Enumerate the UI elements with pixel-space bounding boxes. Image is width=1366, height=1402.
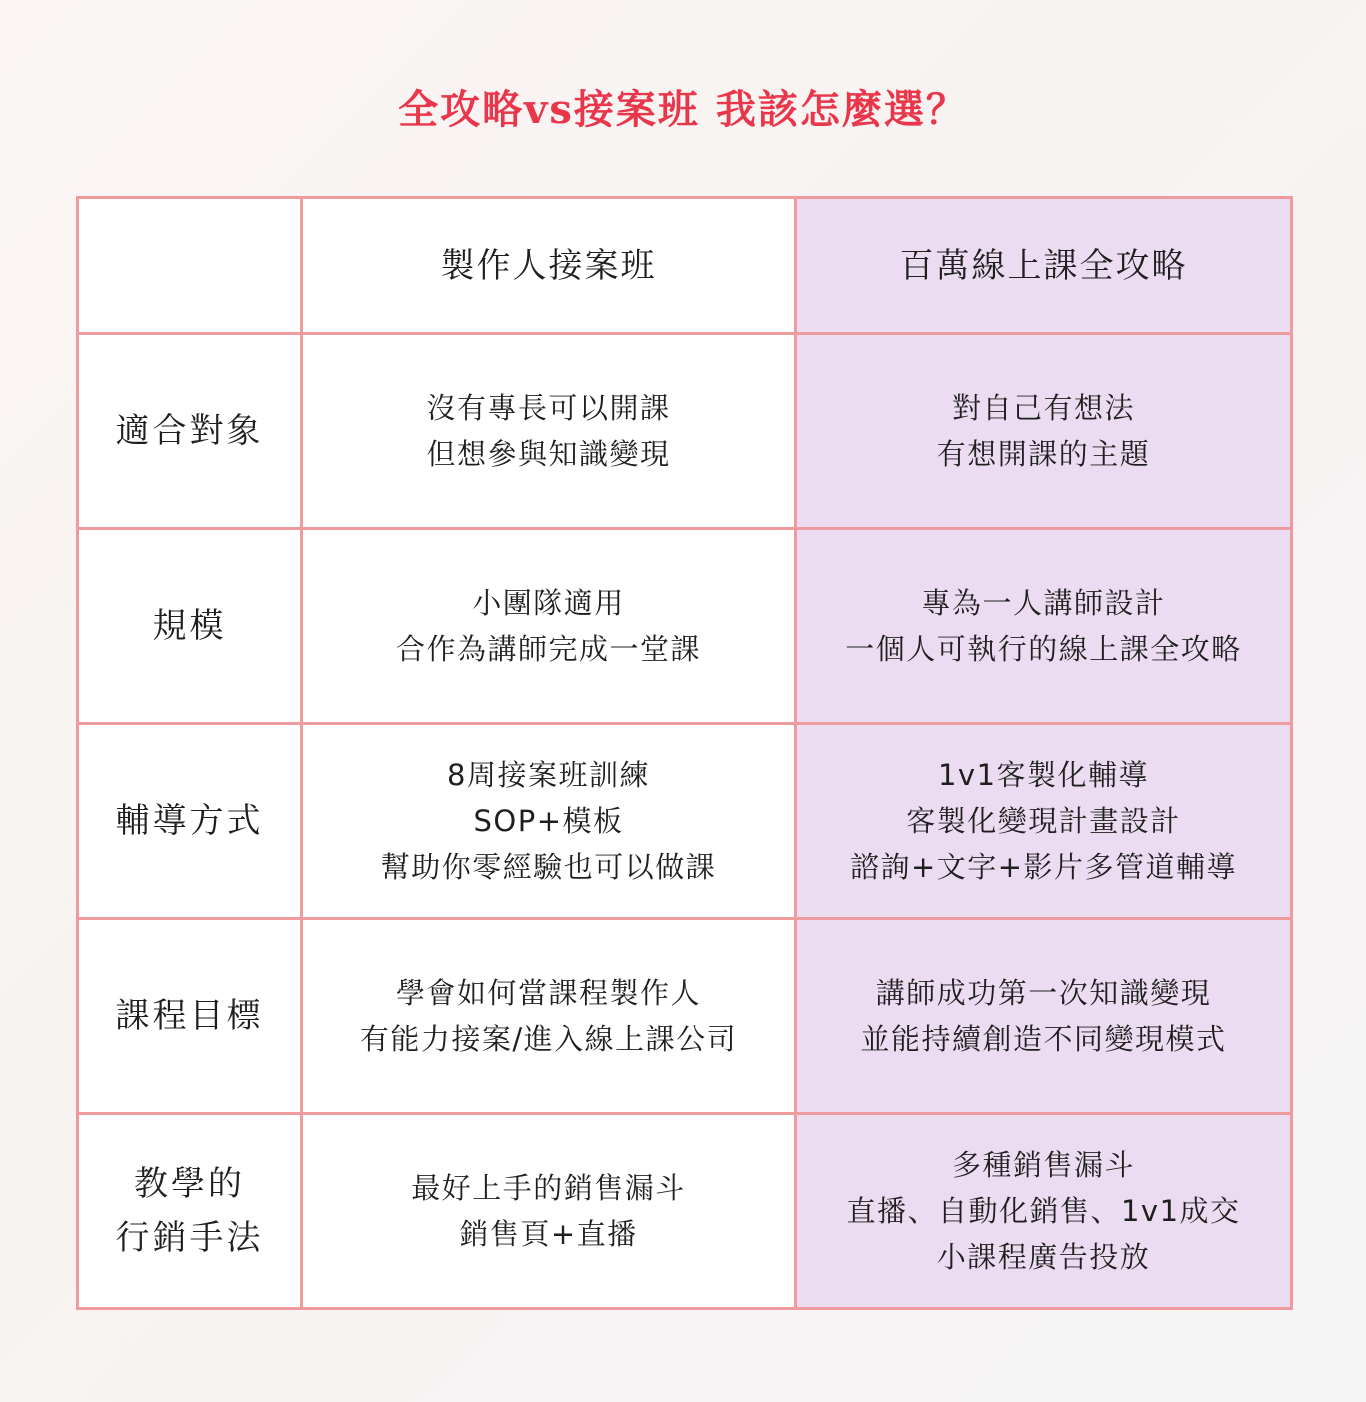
cell-text: 最好上手的銷售漏斗 (411, 1171, 686, 1205)
row-label: 行銷手法 (115, 1218, 264, 1258)
page-title: 全攻略vs接案班 我該怎麼選？ (398, 86, 968, 133)
cell-text: 小團隊適用 (472, 586, 625, 620)
cell-text: 幫助你零經驗也可以做課 (380, 850, 717, 884)
cell-text: 講師成功第一次知識變現 (875, 976, 1212, 1010)
table-row (78, 529, 1292, 724)
cell-text: 1v1客製化輔導 (937, 758, 1150, 792)
cell-text: 客製化變現計畫設計 (906, 804, 1181, 838)
full-guide-cell (796, 1114, 1292, 1309)
table-header-row (78, 198, 1292, 334)
row-label-cell (78, 919, 302, 1114)
cell-text: 對自己有想法 (951, 391, 1135, 425)
table-row (78, 1114, 1292, 1309)
producer-class-cell (302, 334, 796, 529)
row-label-cell (78, 724, 302, 919)
row-label: 適合對象 (115, 411, 264, 451)
full-guide-cell (796, 529, 1292, 724)
cell-text: SOP+模板 (473, 804, 624, 838)
row-label: 規模 (152, 606, 227, 646)
header-online-course-full-guide (796, 198, 1292, 334)
cell-text: 銷售頁+直播 (459, 1217, 638, 1251)
full-guide-cell (796, 724, 1292, 919)
column-title: 百萬線上課全攻略 (899, 245, 1188, 286)
full-guide-cell (796, 334, 1292, 529)
cell-text: 專為一人講師設計 (921, 586, 1166, 620)
table-row (78, 724, 1292, 919)
cell-text: 沒有專長可以開課 (426, 391, 671, 425)
row-label: 輔導方式 (115, 801, 264, 841)
cell-text: 但想參與知識變現 (426, 437, 671, 471)
cell-text: 一個人可執行的線上課全攻略 (845, 632, 1242, 666)
column-title: 製作人接案班 (440, 245, 657, 286)
row-label: 教學的 (134, 1164, 245, 1204)
full-guide-cell (796, 919, 1292, 1114)
row-label-cell (78, 334, 302, 529)
cell-text: 並能持續創造不同變現模式 (860, 1022, 1227, 1056)
row-label: 課程目標 (115, 996, 264, 1036)
cell-text: 合作為講師完成一堂課 (395, 632, 701, 666)
row-label-cell (78, 1114, 302, 1309)
row-label-cell (78, 529, 302, 724)
cell-text: 學會如何當課程製作人 (395, 976, 701, 1010)
table-row (78, 334, 1292, 529)
header-empty-cell (78, 198, 302, 334)
producer-class-cell (302, 724, 796, 919)
cell-text: 有能力接案/進入線上課公司 (359, 1022, 738, 1056)
cell-text: 多種銷售漏斗 (951, 1148, 1135, 1182)
cell-text: 小課程廣告投放 (936, 1240, 1151, 1274)
producer-class-cell (302, 919, 796, 1114)
producer-class-cell (302, 529, 796, 724)
header-course-producer-class (302, 198, 796, 334)
table-row (78, 919, 1292, 1114)
cell-text: 8周接案班訓練 (447, 758, 650, 792)
cell-text: 直播、自動化銷售、1v1成交 (846, 1194, 1241, 1228)
producer-class-cell (302, 1114, 796, 1309)
comparison-table (76, 196, 1293, 1310)
cell-text: 諮詢+文字+影片多管道輔導 (849, 850, 1238, 884)
cell-text: 有想開課的主題 (936, 437, 1151, 471)
